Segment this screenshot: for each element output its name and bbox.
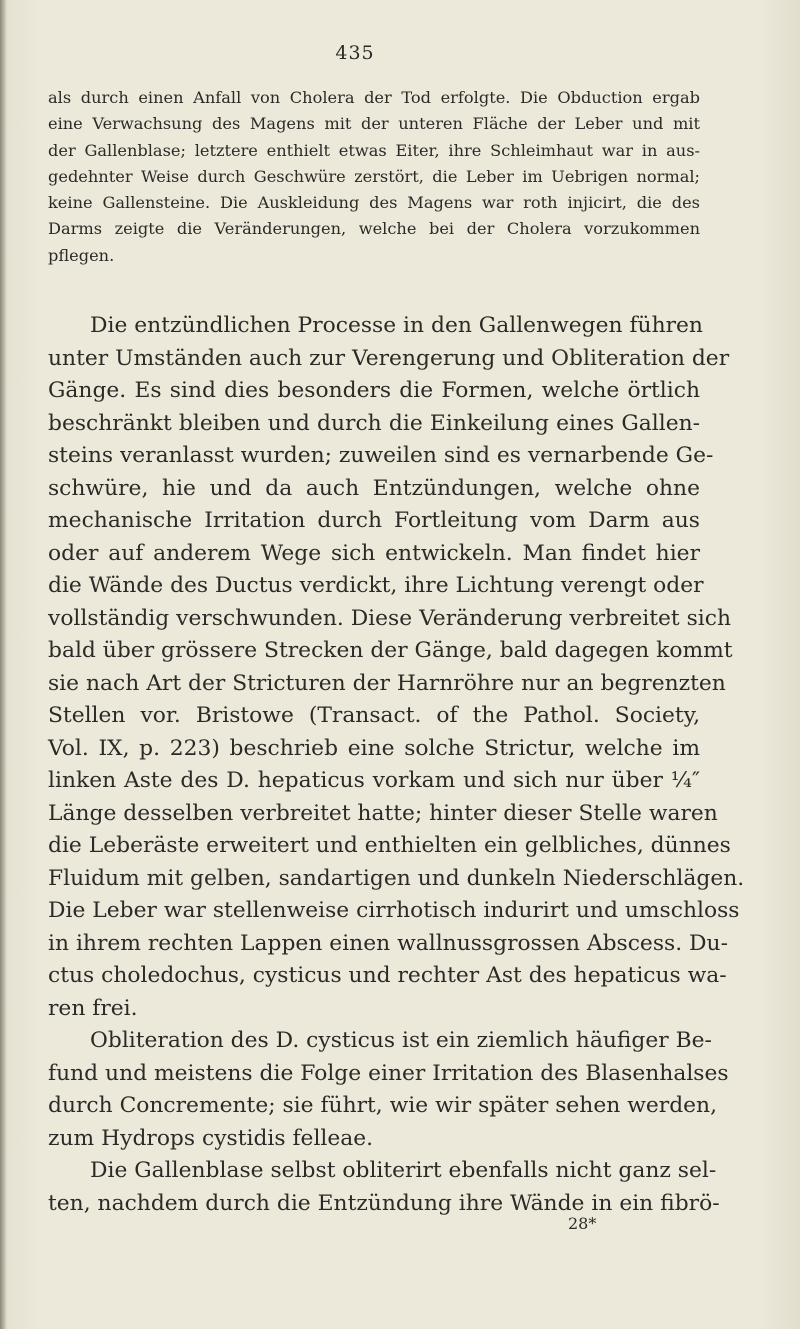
text-line: Darms zeigte die Veränderungen, welche bei der Cholera vorzukommen [48,219,700,239]
text-line: Die Leber war stellenweise cirrhotisch indurirt und umschloss [48,898,740,923]
text-line: steins veranlasst wurden; zuweilen sind es vernarbende Ge- [48,443,714,468]
text-line: keine Gallensteine. Die Auskleidung des Magens war roth injicirt, die des [48,193,700,213]
text-line: gedehnter Weise durch Geschwüre zerstört, die Leber im Uebrigen normal; [48,166,700,186]
text-line: Die Gallenblase selbst obliterirt ebenfalls nicht ganz sel- [90,1158,717,1183]
text-line: vollständig verschwunden. Diese Veränderung verbreitet sich [48,605,732,631]
text-line: oder auf anderem Wege sich entwickeln. Man findet hier [48,540,700,566]
text-line: Gänge. Es sind dies besonders die Formen, welche örtlich [48,378,700,403]
text-line: Stellen vor. Bristowe (Transact. of the Pathol. Society, [48,703,700,728]
text-line: als durch einen Anfall von Cholera der Tod erfolgte. Die Obduction ergab [48,88,700,107]
text-line: eine Verwachsung des Magens mit der unteren Fläche der Leber und mit [48,114,700,134]
text-line: Vol. IX, p. 223) beschrieb eine solche Strictur, welche im [48,735,700,761]
text-line: beschränkt bleiben und durch die Einkeilung eines Gallen- [48,410,700,436]
text-line: Die entzündlichen Processe in den Gallenwegen führen [90,313,703,338]
text-line: Länge desselben verbreitet hatte; hinter dieser Stelle waren [48,800,718,826]
signature-mark: 28* [568,1214,597,1233]
text-line: Fluidum mit gelben, sandartigen und dunkeln Niederschlägen. [48,865,745,891]
text-line: fund und meistens die Folge einer Irritation des Blasenhalses [48,1060,729,1086]
text-line: ren frei. [48,995,138,1021]
text-line: unter Umständen auch zur Verengerung und Obliteration der [48,345,730,371]
text-line: bald über grössere Strecken der Gänge, bald dagegen kommt [48,638,733,663]
text-line: ten, nachdem durch die Entzündung ihre Wände in ein fibrö- [48,1190,720,1216]
text-line: in ihrem rechten Lappen einen wallnussgrossen Abscess. Du- [48,930,728,956]
text-line: die Leberäste erweitert und enthielten ein gelbliches, dünnes [48,833,731,858]
text-line: pflegen. [48,245,115,265]
main-text [48,310,745,1220]
text-line: ctus choledochus, cysticus und rechter Ast des hepaticus wa- [48,963,727,988]
text-line: linken Aste des D. hepaticus vorkam und sich nur über ¼″ [48,768,700,793]
small-print-paragraph [48,85,700,269]
paragraph-cysticus [48,1025,729,1155]
text-line: die Wände des Ductus verdickt, ihre Lichtung verengt oder [48,573,704,598]
text-line: schwüre, hie und da auch Entzündungen, welche ohne [48,475,700,501]
text-line: durch Concremente; sie führt, wie wir später sehen werden, [48,1093,718,1118]
text-line: sie nach Art der Stricturen der Harnröhre nur an begrenzten [48,670,726,696]
text-line: zum Hydrops cystidis felleae. [48,1125,374,1151]
page-number: 435 [335,42,375,64]
paragraph-gallbladder [48,1155,720,1220]
text-line: Obliteration des D. cysticus ist ein ziemlich häufiger Be- [90,1028,712,1053]
paragraph-stricture [48,310,745,1025]
text-line: mechanische Irritation durch Fortleitung vom Darm aus [48,508,700,533]
text-line: der Gallenblase; letztere enthielt etwas Eiter, ihre Schleimhaut war in aus- [48,140,700,160]
page-binding-edge [0,0,6,1329]
